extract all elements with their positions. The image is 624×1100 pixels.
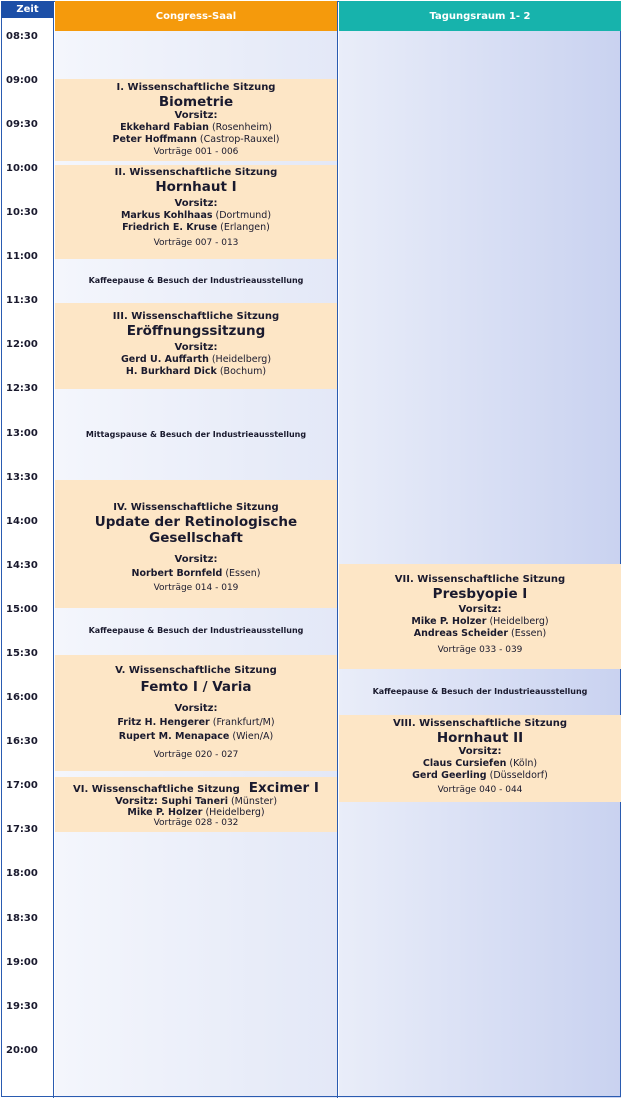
time-label: 09:00 [6, 75, 38, 86]
time-label: 19:00 [6, 957, 38, 968]
chair-2: Mike P. Holzer (Heidelberg) [127, 807, 265, 818]
time-label: 19:30 [6, 1001, 38, 1012]
session-title: Eröffnungssitzung [126, 323, 266, 339]
time-label: 12:30 [6, 383, 38, 394]
session-title: Femto I / Varia [140, 679, 252, 695]
time-label: 12:00 [6, 339, 38, 350]
session-title: Biometrie [158, 94, 234, 110]
session-retinologie [55, 480, 337, 608]
session-hornhaut-1 [55, 165, 337, 259]
session-heading [55, 780, 337, 796]
vorsitz-label: Vorsitz: [174, 554, 218, 565]
vortraege-range: Vorträge 040 - 044 [437, 785, 523, 795]
time-label: 20:00 [6, 1045, 38, 1056]
vorsitz-label: Vorsitz: [174, 110, 218, 121]
chair-1: Ekkehard Fabian (Rosenheim) [120, 122, 272, 133]
coffee-break: Kaffeepause & Besuch der Industrieausstellung [372, 687, 588, 696]
vortraege-range: Vorträge 033 - 039 [437, 645, 523, 655]
session-presbyopie-1 [339, 564, 621, 669]
session-excimer-1 [55, 777, 337, 832]
session-label: III. Wissenschaftliche Sitzung [112, 311, 280, 322]
session-title: Update der Retinologische Gesellschaft [94, 514, 298, 546]
chair-1: Gerd U. Auffarth (Heidelberg) [120, 354, 272, 365]
chair-2: Andreas Scheider (Essen) [413, 628, 547, 639]
time-label: 17:30 [6, 824, 38, 835]
session-label: I. Wissenschaftliche Sitzung [116, 82, 276, 93]
time-label: 16:00 [6, 692, 38, 703]
session-biometrie [55, 79, 337, 161]
coffee-break: Kaffeepause & Besuch der Industrieausstellung [88, 626, 304, 635]
chair-1: Mike P. Holzer (Heidelberg) [411, 616, 549, 627]
time-label: 18:00 [6, 868, 38, 879]
time-label: 15:30 [6, 648, 38, 659]
session-label: IV. Wissenschaftliche Sitzung [113, 502, 279, 513]
vorsitz-label: Vorsitz: [458, 604, 502, 615]
time-label: 08:30 [6, 31, 38, 42]
session-eroeffnung [55, 303, 337, 389]
chair-1: Norbert Bornfeld (Essen) [131, 568, 261, 579]
session-femto-1 [55, 655, 337, 771]
time-label: 09:30 [6, 119, 38, 130]
session-label: VI. Wissenschaftliche Sitzung [73, 784, 240, 795]
vortraege-range: Vorträge 001 - 006 [153, 147, 239, 157]
vortraege-range: Vorträge 007 - 013 [153, 238, 239, 248]
chair-1: Vorsitz: Suphi Taneri (Münster) [114, 796, 278, 807]
chair-2: Friedrich E. Kruse (Erlangen) [122, 222, 270, 233]
header-tagungsraum: Tagungsraum 1- 2 [339, 1, 621, 31]
chair-2: Rupert M. Menapace (Wien/A) [118, 731, 274, 742]
time-label: 13:00 [6, 428, 38, 439]
session-label: VII. Wissenschaftliche Sitzung [394, 574, 566, 585]
time-label: 10:30 [6, 207, 38, 218]
vortraege-range: Vorträge 014 - 019 [153, 583, 239, 593]
chair-2: H. Burkhard Dick (Bochum) [125, 366, 267, 377]
time-label: 10:00 [6, 163, 38, 174]
chair-1: Claus Cursiefen (Köln) [422, 758, 538, 769]
session-title: Hornhaut II [436, 730, 524, 746]
vorsitz-label: Vorsitz: [174, 198, 218, 209]
vorsitz-label: Vorsitz: [174, 703, 218, 714]
time-label: 18:30 [6, 913, 38, 924]
time-label: 11:30 [6, 295, 38, 306]
coffee-break: Kaffeepause & Besuch der Industrieausstellung [88, 276, 304, 285]
time-label: 14:00 [6, 516, 38, 527]
session-label: VIII. Wissenschaftliche Sitzung [392, 718, 568, 729]
chair-1: Markus Kohlhaas (Dortmund) [120, 210, 272, 221]
chair-1: Fritz H. Hengerer (Frankfurt/M) [117, 717, 275, 728]
vorsitz-label: Vorsitz: [458, 746, 502, 757]
time-label: 14:30 [6, 560, 38, 571]
time-label: 13:30 [6, 472, 38, 483]
session-title: Presbyopie I [432, 586, 528, 602]
chair-2: Peter Hoffmann (Castrop-Rauxel) [112, 134, 280, 145]
session-title: Excimer I [248, 780, 319, 796]
time-label: 15:00 [6, 604, 38, 615]
time-label: 17:00 [6, 780, 38, 791]
session-label: V. Wissenschaftliche Sitzung [115, 665, 277, 676]
time-label: 11:00 [6, 251, 38, 262]
vortraege-range: Vorträge 028 - 032 [153, 818, 239, 828]
vorsitz-label: Vorsitz: [174, 342, 218, 353]
session-label: II. Wissenschaftliche Sitzung [114, 167, 278, 178]
lunch-break: Mittagspause & Besuch der Industrieausstellung [85, 430, 307, 439]
chair-2: Gerd Geerling (Düsseldorf) [412, 770, 548, 781]
vortraege-range: Vorträge 020 - 027 [153, 750, 239, 760]
session-hornhaut-2 [339, 715, 621, 802]
session-title: Hornhaut I [155, 179, 237, 195]
time-label: 16:30 [6, 736, 38, 747]
header-congress-saal: Congress-Saal [55, 1, 337, 31]
header-zeit: Zeit [1, 1, 54, 18]
